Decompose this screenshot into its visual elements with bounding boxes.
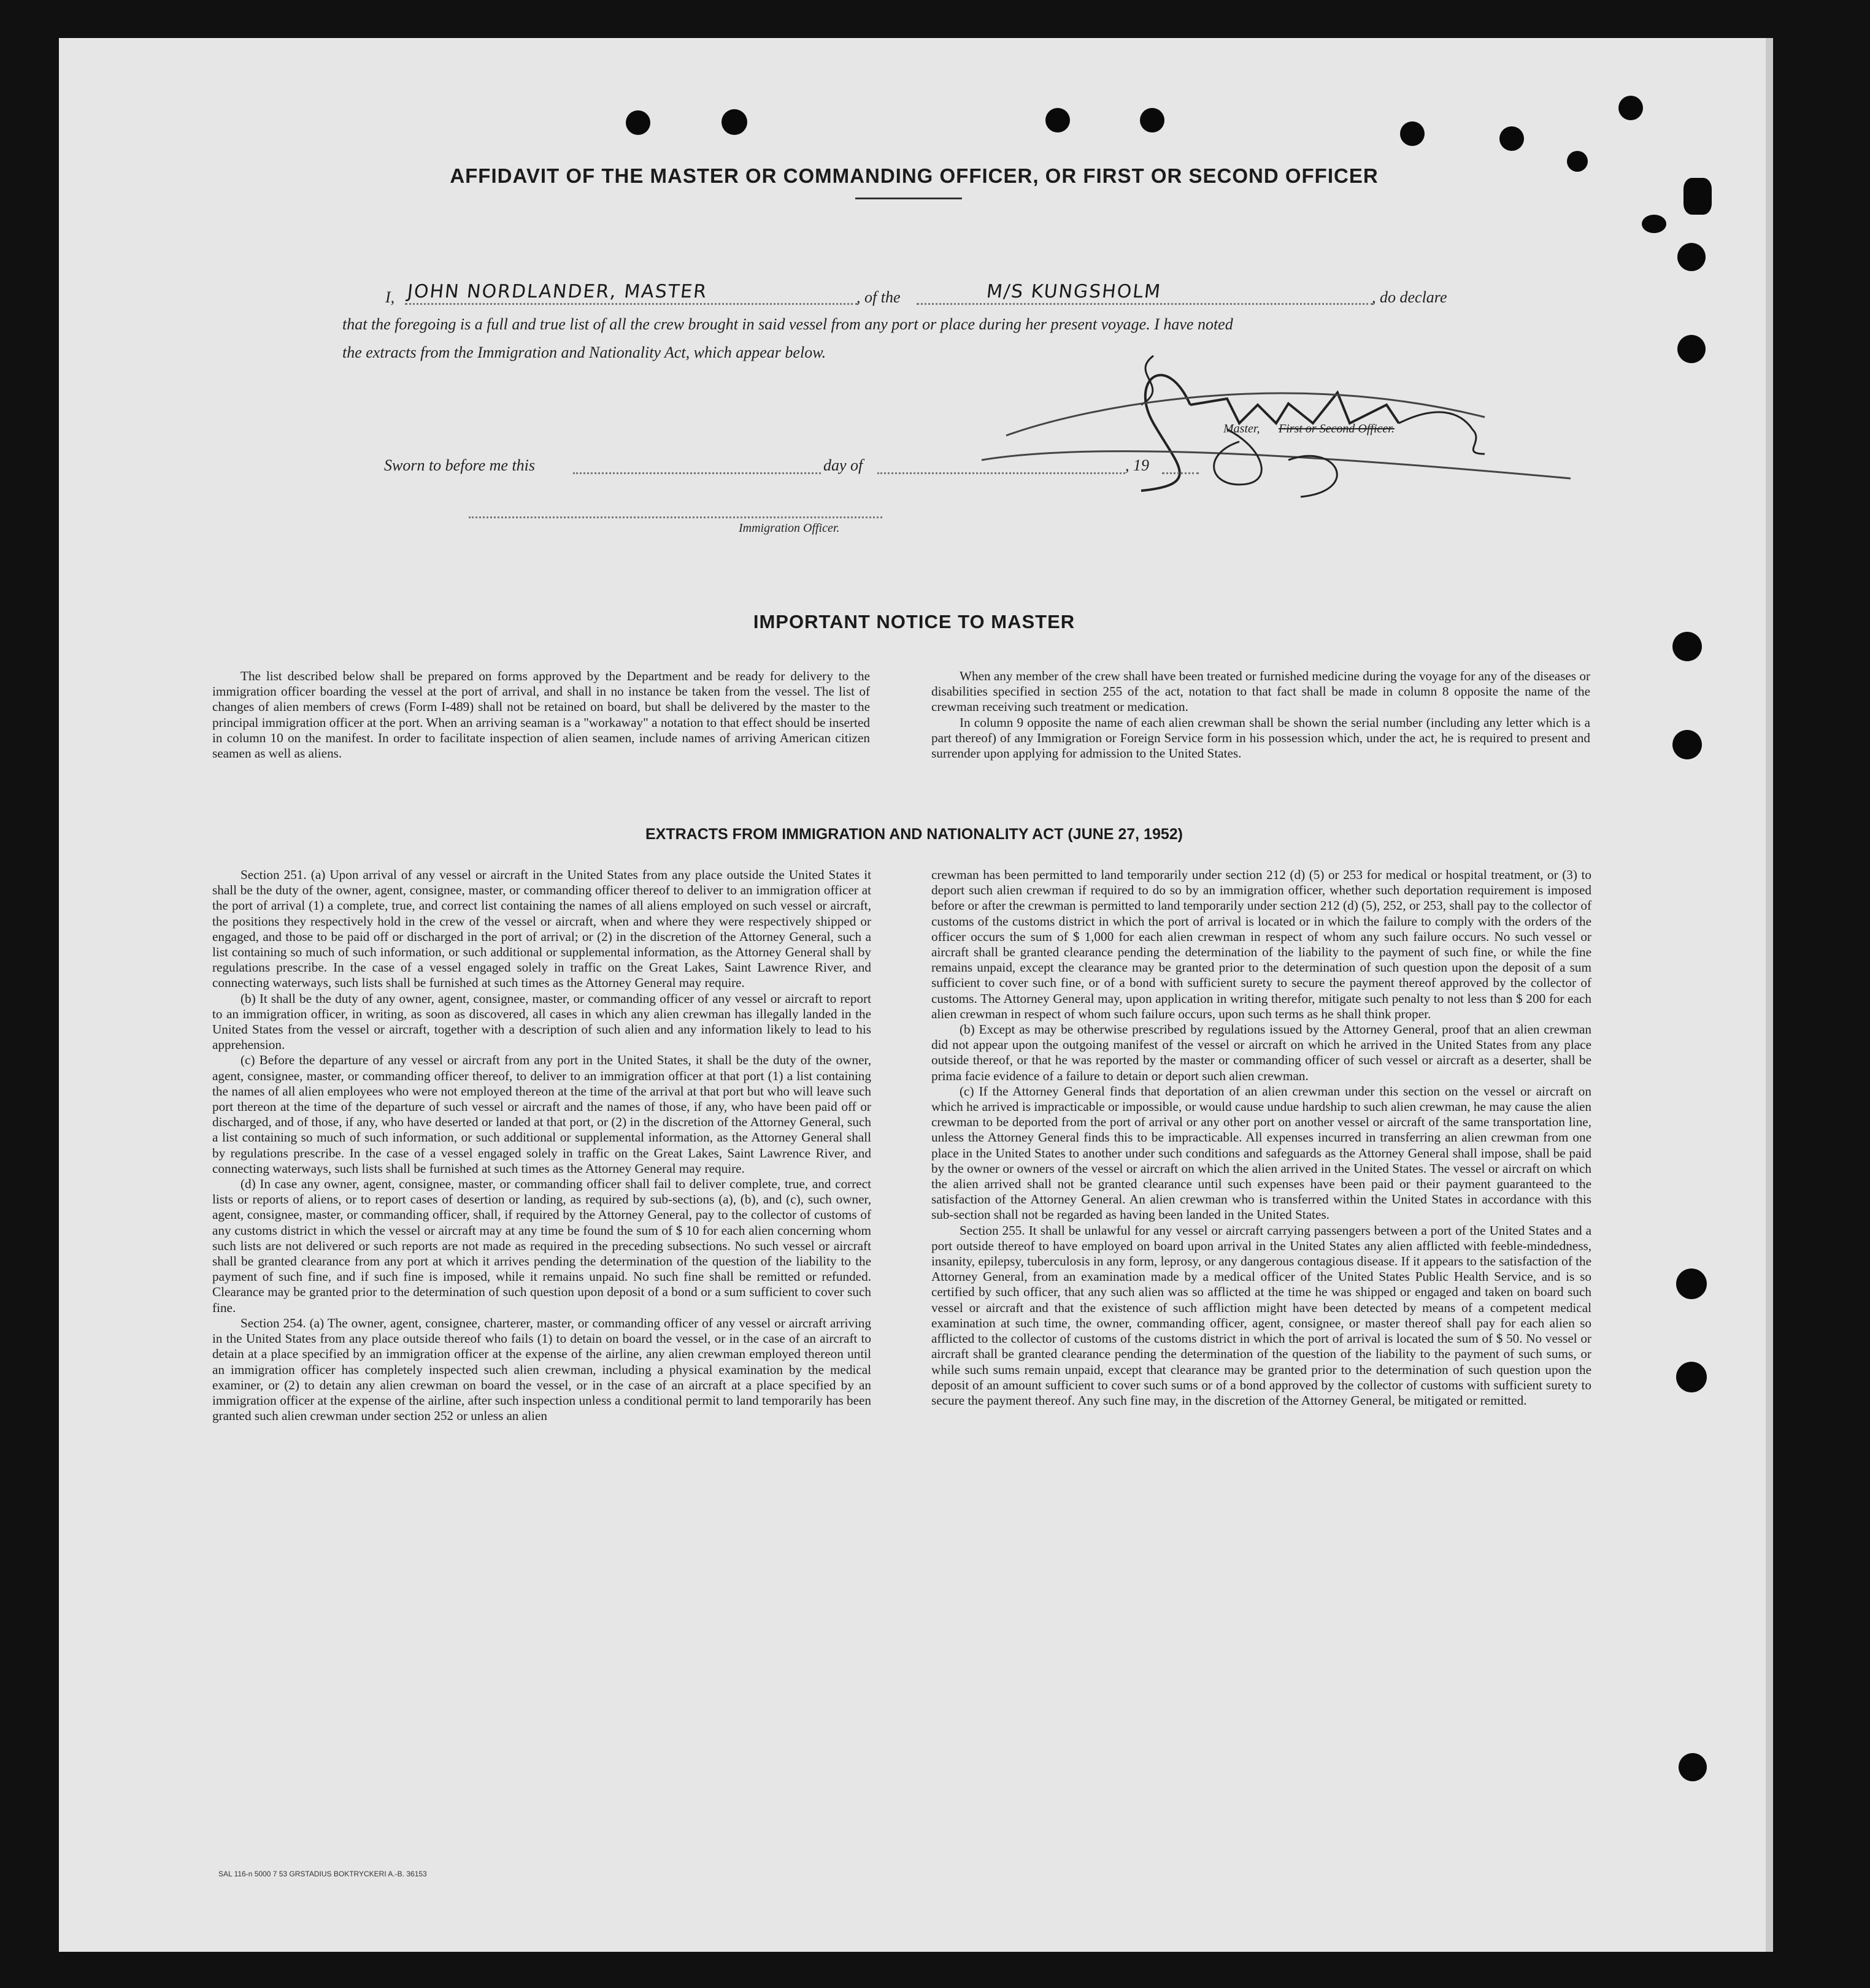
sworn-month-dotted-line [877, 472, 1125, 474]
extract-paragraph: (c) If the Attorney General finds that deportation of an alien crewman under this section on the vessel or aircraft on which he arrived is impracticable or impossible, or would cause undue hardship to such alien crewman, he may cause the alien crewman to be deported from the port of arrival or any other port on another vessel or aircraft of the same transportation line, unless the Attorney General finds this to be impracticable. All expenses incurred in transferring an alien crewman from one place in the United States to another under such conditions and safeguards as the Attorney General shall impose, shall be paid by the owner or owners of the vessel or aircraft on which the alien arrived in the United States. The vessel or aircraft on which the alien arrived shall not be granted clearance until such expenses have been paid or their payment guaranteed to the satisfaction of the Attorney General. An alien crewman who is transferred within the United States in accordance with this sub-section shall not be regarded as having been landed in the United States. [931, 1083, 1591, 1222]
notice-paragraph: When any member of the crew shall have been treated or furnished medicine during the voyage for any of the diseases or disabilities specified in section 255 of the act, notation to that fact shall be made in column 8 opposite the name of the crewman receiving such treatment or medication. [931, 669, 1590, 715]
extract-paragraph: Section 254. (a) The owner, agent, consignee, charterer, master, or commanding officer of any vessel or aircraft arriving in the United States from any place outside thereof who fails (1) to detain on board the vessel, or in the case of an aircraft to detain at a place specified by an immigration officer at the expense of the airline, any alien crewman employed thereon until an immigration officer has completely inspected such alien crewman, including a physical examination by the medical examiner, or (2) to detain any alien crewman on board the vessel, or in the case of an aircraft at a place specified by an immigration officer at the expense of the airline, after such inspection unless a conditional permit to land temporarily has been granted such alien crewman under section 252 or unless an alien [212, 1315, 871, 1424]
sworn-prefix: Sworn to before me this [384, 456, 536, 474]
sworn-day-of: day of [823, 456, 863, 474]
sworn-date-dotted-line [573, 472, 821, 474]
punch-hole [1679, 1753, 1707, 1781]
punch-hole [1567, 151, 1588, 172]
punch-hole [1677, 335, 1706, 363]
notice-left-column [212, 669, 870, 761]
signature-caption-master: Master, [1223, 422, 1260, 436]
print-code: SAL 116-n 5000 7 53 GRSTADIUS BOKTRYCKERI A.-B. 36153 [218, 1870, 427, 1878]
extract-paragraph: (d) In case any owner, agent, consignee, master, or commanding officer shall fail to deliver complete, true, and correct lists or reports of aliens, or to report cases of desertion or landing, as required by sub-sections (a), (b), and (c), such owner, agent, consignee, master, or commanding officer, shall, if required by the Attorney General, pay to the collector of customs of any customs district in which the vessel or aircraft may at any time be found the sum of $ 10 for each alien concerning whom such lists are not delivered or such reports are not made as required in the preceding subsections. No such vessel or aircraft shall be granted clearance from any port at which it arrives pending the determination of the question of the liability to the payment of such fine, and if such fine is imposed, while it remains unpaid. No such fine shall be remitted or refunded. Clearance may be granted prior to the determination of such question upon deposit of a bond or a sum sufficient to cover such fine. [212, 1176, 871, 1315]
extract-paragraph: Section 255. It shall be unlawful for any vessel or aircraft carrying passengers between a port of the United States and a port outside thereof to have employed on board upon arrival in the United States any alien afflicted with feeble-mindedness, insanity, epilepsy, tuberculosis in any form, leprosy, or any dangerous contagious disease. If it appears to the satisfaction of the Attorney General, from an examination made by a medical officer of the United States Public Health Service, and is so certified by such officer, that any such alien was so afflicted at the time he was shipped or engaged and taken on board such vessel or aircraft and that the existence of such affliction might have been detected by means of a competent medical examination at such time, the owner, commanding officer, agent, consignee, or master thereof shall pay for each alien so afflicted to the collector of customs of the customs district in which the port of arrival is located the sum of $ 50. No vessel or aircraft shall be granted clearance pending the determination of the question of the liability to the payment of such sums, or while such sums remain unpaid, except that clearance may be granted prior to the determination of such question upon the deposit of an amount sufficient to cover such sums or of a bond approved by the collector of customs with sufficient surety to secure the payment thereof. Any such fine may, in the discretion of the Attorney General, be mitigated or remitted. [931, 1222, 1591, 1408]
extract-paragraph: Section 251. (a) Upon arrival of any vessel or aircraft in the United States from any place outside the United States it shall be the duty of the owner, agent, consignee, master, or commanding officer thereof to deliver to an immigration officer at the port of arrival (1) a complete, true, and correct list containing the names of all aliens employed on such vessel or aircraft, the positions they respectively hold in the crew of the vessel or aircraft, when and where they were respectively shipped or engaged, and those to be paid off or discharged in the port of arrival; or (2) in the discretion of the Attorney General, such a list containing so much of such information, or such additional or supplemental information, as the Attorney General shall by regulations prescribe. In the case of a vessel engaged solely in traffic on the Great Lakes, Saint Lawrence River, and connecting waterways, such lists shall be furnished at such times as the Attorney General may require. [212, 867, 871, 991]
punch-hole [1676, 1362, 1707, 1392]
punch-hole [1400, 121, 1425, 146]
declaration-do-declare: , do declare [1372, 288, 1447, 306]
declaration-line-2: that the foregoing is a full and true list of all the crew brought in said vessel from any port or place during her present voyage. I have noted [342, 315, 1233, 333]
sworn-year-dotted-line [1162, 472, 1199, 474]
punch-hole [1642, 215, 1666, 233]
extracts-heading: EXTRACTS FROM IMMIGRATION AND NATIONALITY ACT (JUNE 27, 1952) [645, 826, 1183, 843]
notice-right-column [931, 669, 1590, 761]
punch-hole [1672, 632, 1702, 661]
sworn-year: , 19 [1125, 456, 1149, 474]
declaration-of-the: , of the [856, 288, 901, 306]
master-signature [969, 331, 1571, 515]
extract-paragraph: (c) Before the departure of any vessel or aircraft from any port in the United States, it shall be the duty of the owner, agent, consignee, master, or commanding officer thereof, to deliver to an immigration officer at that port (1) a list containing the names of all alien employees who were not employed thereon at the time of the arrival at that port but who will leave such port thereon at the time of the departure of such vessel or aircraft and the names of those, if any, who have been paid off or discharged, and of those, if any, who have deserted or landed at that port, or (2) in the discretion of the Attorney General, such a list containing so much of such information, or such additional or supplemental information, as the Attorney General shall by regulations prescribe. In the case of a vessel engaged solely in traffic on the Great Lakes, Saint Lawrence River, and connecting waterways, such lists shall be furnished at such times as the Attorney General may require. [212, 1053, 871, 1176]
punch-hole [1677, 243, 1706, 271]
punch-hole [721, 109, 747, 135]
affidavit-title: AFFIDAVIT OF THE MASTER OR COMMANDING OFFICER, OR FIRST OR SECOND OFFICER [450, 164, 1379, 187]
punch-hole [1676, 1268, 1707, 1299]
punch-hole [1045, 108, 1070, 132]
notice-heading: IMPORTANT NOTICE TO MASTER [753, 611, 1075, 632]
notice-paragraph: The list described below shall be prepared on forms approved by the Department and be ready for delivery to the immigration officer boarding the vessel at the port of arrival, and shall in no instance be taken from the vessel. The list of changes of alien members of crews (Form I-489) shall not be retained on board, but shall be delivered by the master to the principal immigration officer at the port. When an arriving seaman is a "workaway" a notation to that effect should be inserted in column 10 on the manifest. In order to facilitate inspection of alien seamen, include names of arriving American citizen seamen as well as aliens. [212, 669, 870, 761]
punch-hole [1618, 96, 1643, 120]
extracts-left-column [212, 867, 871, 1424]
vessel-name-handwritten: M/S KUNGSHOLM [985, 281, 1163, 302]
immigration-officer-caption: Immigration Officer. [739, 521, 840, 535]
punch-hole [1499, 126, 1524, 151]
punch-hole [1672, 730, 1702, 759]
page-edge [1766, 38, 1773, 1952]
extract-paragraph: (b) Except as may be otherwise prescribed by regulations issued by the Attorney General, proof that an alien crewman did not appear upon the outgoing manifest of the vessel or aircraft on which he arrived in the United States from any place outside thereof, or that he was reported by the master or commanding officer of such vessel or aircraft as a deserter, shall be prima facie evidence of a failure to detain or deport such alien crewman. [931, 1022, 1591, 1083]
extract-paragraph: crewman has been permitted to land temporarily under section 212 (d) (5) or 253 for medical or hospital treatment, or (3) to deport such alien crewman if required to do so by an immigration officer, whether such deportation requirement is imposed before or after the crewman is permitted to land temporarily under section 212 (d) (5), 252, or 253, shall pay to the collector of customs of the customs district in which the port of arrival is located or in which the failure to comply with the orders of the officer occurs the sum of $ 1,000 for each alien crewman in respect of whom any such failure occurs. No such vessel or aircraft shall be granted clearance pending the determination of the liability to the payment of such fine, or while the fine remains unpaid, except the clearance may be granted prior to the determination of such question upon the deposit of a sum sufficient to cover such fine, or of a bond with sufficient surety to secure the payment thereof approved by the collector of customs. The Attorney General may, upon application in writing therefor, mitigate such penalty to not less than $ 200 for each alien crewman in respect of whom such failure occurs, upon such terms as he shall think proper. [931, 867, 1591, 1021]
notice-paragraph: In column 9 opposite the name of each alien crewman shall be shown the serial number (including any letter which is a part thereof) of any Immigration or Foreign Service form in his possession which, under the act, he is required to present and surrender upon applying for admission to the United States. [931, 715, 1590, 761]
vessel-dotted-line [917, 303, 1373, 305]
punch-hole [1683, 178, 1712, 215]
extract-paragraph: (b) It shall be the duty of any owner, agent, consignee, master, or commanding officer of any vessel or aircraft to report to an immigration officer, in writing, as soon as discovered, all cases in which any alien crewman has illegally landed in the United States from the vessel or aircraft, together with a description of such alien and any information likely to lead to his apprehension. [212, 991, 871, 1053]
punch-hole [626, 110, 650, 135]
punch-hole [1140, 108, 1164, 132]
signature-caption-struck: First or Second Officer. [1279, 422, 1395, 436]
extracts-right-column [931, 867, 1591, 1408]
name-dotted-line [405, 303, 858, 305]
officer-dotted-line [469, 516, 882, 518]
master-name-handwritten: JOHN NORDLANDER, MASTER [406, 281, 709, 302]
declaration-line-3: the extracts from the Immigration and Nationality Act, which appear below. [342, 343, 826, 361]
declaration-i: I, [385, 288, 395, 306]
title-divider [855, 198, 962, 199]
